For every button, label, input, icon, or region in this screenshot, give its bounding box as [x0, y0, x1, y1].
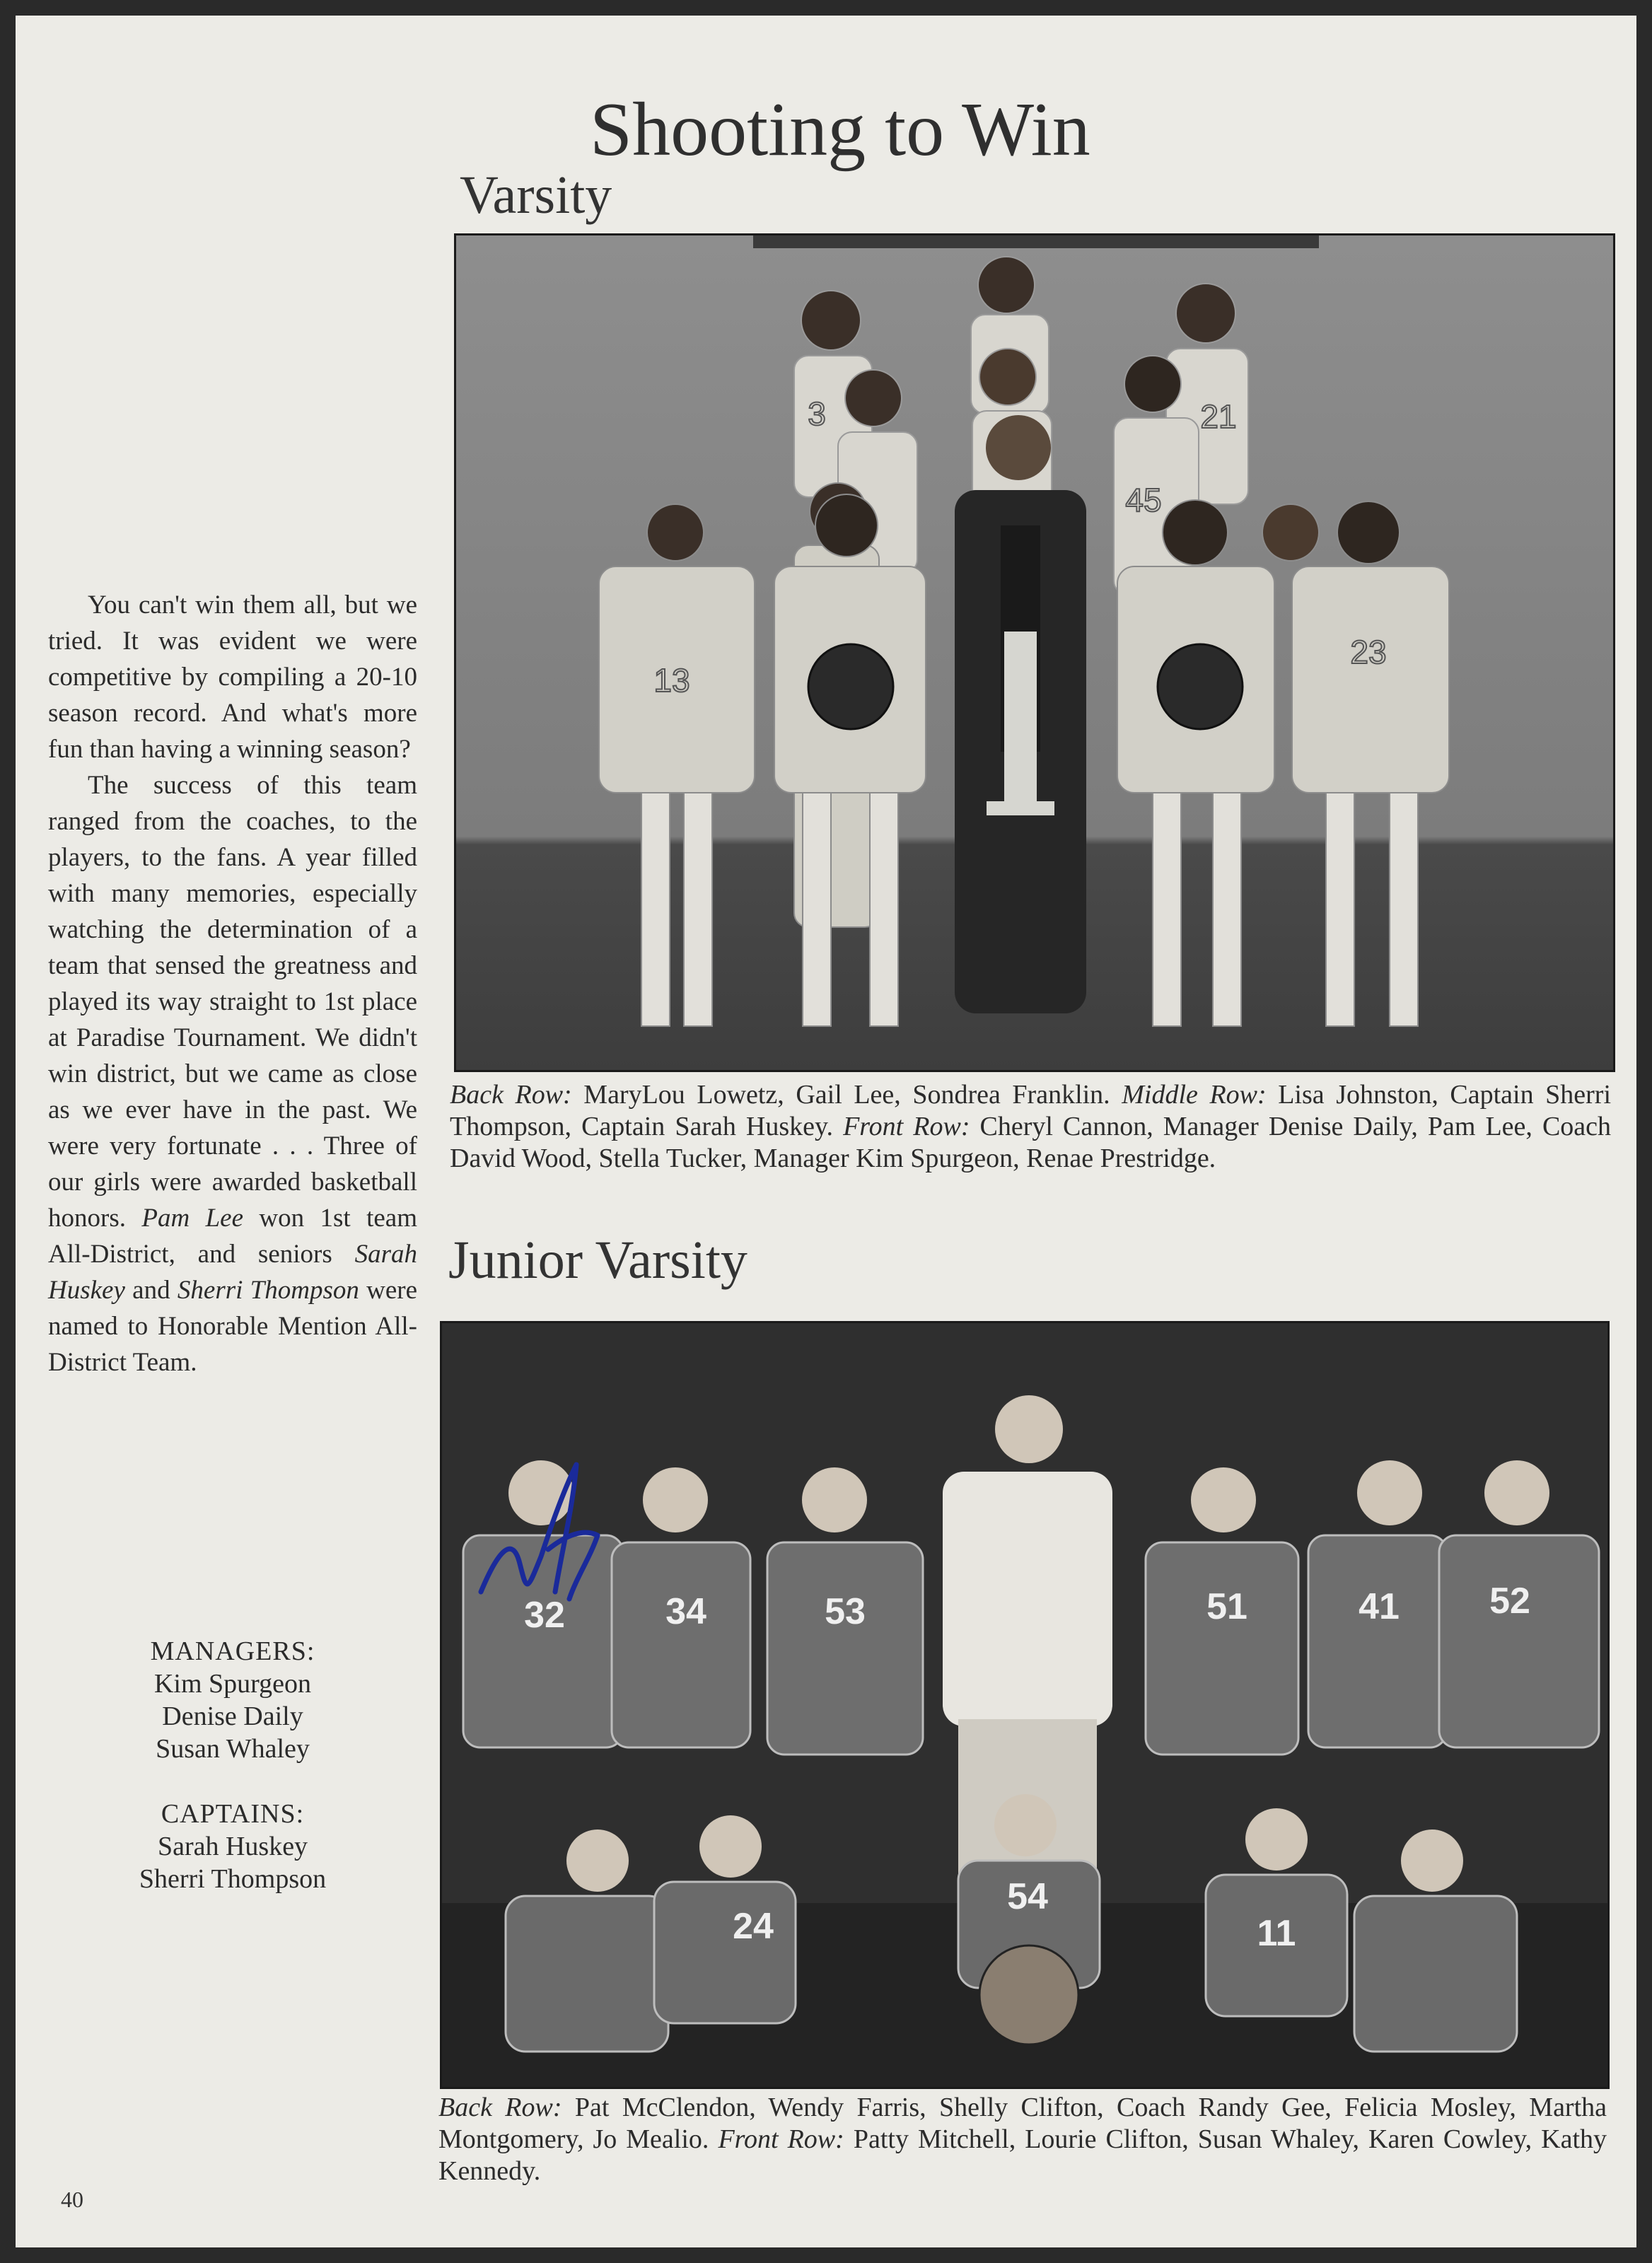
middle-row-names: Lisa Johnston, Captain Sherri Thompson, Captain Sarah Huskey. — [450, 1080, 1612, 1141]
captain-name: Sherri Thompson — [139, 1864, 327, 1894]
page-number: 40 — [61, 2187, 83, 2212]
back-row-label: Back Row: — [450, 1080, 572, 1110]
captain-name: Sarah Huskey — [157, 1832, 308, 1861]
front-row-label: Front Row: — [843, 1112, 970, 1141]
back-row-names: MaryLou Lowetz, Gail Lee, Sondrea Franklin. — [583, 1080, 1110, 1110]
middle-row-label: Middle Row: — [1122, 1080, 1267, 1110]
jersey-number: 52 — [1489, 1581, 1530, 1622]
jersey-number: 34 — [665, 1591, 706, 1632]
jv-photo-illustration — [442, 1323, 1607, 2087]
article-text-run: won 1st team All-District, and seniors — [48, 1204, 417, 1269]
back-row-label: Back Row: — [438, 2093, 562, 2122]
managers-label: MANAGERS: — [150, 1636, 315, 1666]
manager-name: Kim Spurgeon — [153, 1669, 312, 1699]
jersey-number: 45 — [1125, 482, 1162, 518]
honoree-name: Sarah Huskey — [48, 1240, 418, 1305]
front-row-label: Front Row: — [718, 2124, 844, 2154]
back-row-names: Pat McClendon, Wendy Farris, Shelly Clifton, Coach Randy Gee, Felicia Mosley, Martha Montgomery, Jo Mealio. — [438, 2093, 1607, 2154]
article-paragraph — [48, 767, 417, 1380]
yearbook-page — [16, 16, 1636, 2247]
jersey-number: 24 — [733, 1906, 774, 1947]
jersey-number: 11 — [1257, 1913, 1296, 1954]
manager-name: Denise Daily — [162, 1701, 303, 1731]
junior-varsity-team-photo — [440, 1321, 1610, 2089]
front-row-names: Cheryl Cannon, Manager Denise Daily, Pam Lee, Coach David Wood, Stella Tucker, Manager Kim Spurgeon, Renae Prestridge. — [450, 1112, 1612, 1173]
jersey-number: 3 — [808, 395, 826, 432]
jersey-number: 53 — [825, 1591, 866, 1632]
jersey-number: 23 — [1350, 634, 1387, 670]
article-text-run: and — [132, 1276, 170, 1305]
jersey-number: 54 — [1007, 1876, 1048, 1917]
honoree-name: Sherri Thompson — [177, 1276, 359, 1305]
jersey-number: 41 — [1359, 1586, 1400, 1627]
varsity-team-photo — [454, 233, 1615, 1072]
captains-label: CAPTAINS: — [161, 1799, 305, 1829]
front-row-names: Patty Mitchell, Lourie Clifton, Susan Whaley, Karen Cowley, Kathy Kennedy. — [438, 2124, 1607, 2186]
junior-varsity-caption — [438, 2092, 1607, 2187]
manager-name: Susan Whaley — [156, 1734, 310, 1764]
managers-list — [48, 1635, 417, 1765]
jersey-number: 21 — [1200, 398, 1237, 435]
jersey-number: 13 — [653, 662, 690, 699]
junior-varsity-heading: Junior Varsity — [448, 1231, 748, 1290]
article-paragraph: You can't win them all, but we tried. It was evident we were competitive by compiling a 20-10 season record. And what's more fun than having a winning season? — [48, 591, 417, 764]
jersey-number: 51 — [1206, 1586, 1247, 1627]
captains-list — [48, 1798, 417, 1895]
varsity-caption — [450, 1079, 1611, 1175]
honoree-name: Pam Lee — [141, 1204, 244, 1233]
article-text-run: The success of this team ranged from the coaches, to the players, to the fans. A year filled with many memories, especially watching the determination of a team that sensed the greatness and played its way straight to 1st place at Paradise Tournament. We didn't win district, but we came as close as we ever have in the past. We were very fortunate . . . Three of our girls were awarded basketball honors. — [48, 771, 417, 1233]
article-text-run: were named to Honorable Mention All-District Team. — [48, 1276, 418, 1377]
page-title: Shooting to Win — [590, 88, 1090, 172]
jersey-number: 32 — [524, 1595, 565, 1636]
varsity-heading: Varsity — [460, 165, 612, 225]
article-text — [48, 587, 417, 1380]
varsity-photo-illustration — [456, 235, 1613, 1070]
